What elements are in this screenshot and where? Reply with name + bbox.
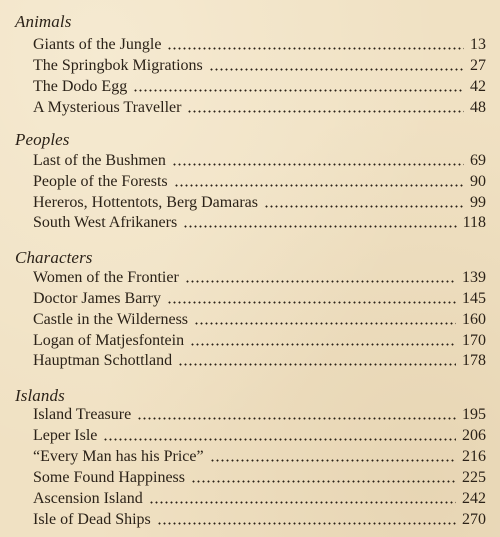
dot-leader: [167, 301, 456, 304]
section-title: Islands: [15, 386, 65, 405]
dot-leader: [137, 417, 456, 420]
entry-page-number: 178: [462, 352, 486, 369]
entry-title: Last of the Bushmen: [33, 152, 166, 169]
toc-entry[interactable]: [33, 97, 486, 118]
entry-page-number: 216: [462, 448, 486, 465]
entry-title: Hauptman Schottland: [33, 352, 173, 369]
dot-leader: [172, 163, 464, 166]
dot-leader: [185, 280, 456, 283]
dot-leader: [209, 68, 464, 71]
dot-leader: [183, 225, 456, 228]
entry-page-number: 170: [462, 332, 486, 349]
toc-entry[interactable]: [33, 425, 486, 446]
toc-entry[interactable]: [33, 150, 486, 171]
entry-page-number: 145: [462, 290, 486, 307]
entry-page-number: 27: [470, 57, 486, 74]
entry-page-number: 69: [470, 152, 486, 169]
entry-title: Doctor James Barry: [33, 290, 161, 307]
dot-leader: [264, 205, 464, 208]
entry-page-number: 206: [462, 427, 486, 444]
dot-leader: [167, 47, 464, 50]
entry-page-number: 42: [470, 78, 486, 95]
entry-page-number: 225: [462, 469, 486, 486]
toc-entry[interactable]: [33, 267, 486, 288]
dot-leader: [187, 110, 464, 113]
toc-entry[interactable]: [33, 404, 486, 425]
entry-title: Ascension Island: [33, 490, 143, 507]
dot-leader: [157, 522, 456, 525]
entry-title: Giants of the Jungle: [33, 36, 162, 53]
entry-title: People of the Forests: [33, 173, 168, 190]
entry-page-number: 99: [470, 194, 486, 211]
dot-leader: [174, 184, 464, 187]
entry-title: Isle of Dead Ships: [33, 511, 151, 528]
entry-title: “Every Man has his Price”: [33, 448, 204, 465]
entry-page-number: 118: [462, 214, 486, 231]
entry-title: The Springbok Migrations: [33, 57, 203, 74]
section-title: Peoples: [15, 130, 70, 149]
dot-leader: [178, 363, 456, 366]
entry-title: South West Afrikaners: [33, 214, 178, 231]
toc-entry[interactable]: [33, 171, 486, 192]
entry-title: The Dodo Egg: [33, 78, 128, 95]
dot-leader: [191, 480, 456, 483]
toc-entry[interactable]: [33, 192, 486, 213]
dot-leader: [149, 501, 456, 504]
toc-entry[interactable]: [33, 446, 486, 467]
toc-entry[interactable]: [33, 76, 486, 97]
entry-page-number: 139: [462, 269, 486, 286]
toc-entry[interactable]: [33, 55, 486, 76]
entry-title: A Mysterious Traveller: [33, 99, 182, 116]
toc-entry[interactable]: [33, 467, 486, 488]
entry-title: Logan of Matjesfontein: [33, 332, 185, 349]
section-title: Animals: [15, 12, 72, 31]
entry-title: Leper Isle: [33, 427, 98, 444]
dot-leader: [103, 438, 456, 441]
entry-title: Hereros, Hottentots, Berg Damaras: [33, 194, 258, 211]
section-title: Characters: [15, 248, 93, 267]
dot-leader: [190, 343, 456, 346]
toc-entry[interactable]: [33, 509, 486, 530]
entry-title: Women of the Frontier: [33, 269, 179, 286]
dot-leader: [194, 322, 456, 325]
toc-entry[interactable]: [33, 309, 486, 330]
entry-title: Some Found Happiness: [33, 469, 185, 486]
entry-page-number: 270: [462, 511, 486, 528]
entry-page-number: 160: [462, 311, 486, 328]
entry-page-number: 195: [462, 406, 486, 423]
toc-entry[interactable]: [33, 330, 486, 351]
toc-entry[interactable]: [33, 212, 486, 233]
entry-page-number: 242: [462, 490, 486, 507]
entry-page-number: 90: [470, 173, 486, 190]
entry-page-number: 13: [470, 36, 486, 53]
dot-leader: [133, 89, 464, 92]
entry-title: Island Treasure: [33, 406, 132, 423]
toc-entry[interactable]: [33, 288, 486, 309]
dot-leader: [210, 459, 456, 462]
toc-entry[interactable]: [33, 34, 486, 55]
entry-title: Castle in the Wilderness: [33, 311, 189, 328]
toc-entry[interactable]: [33, 488, 486, 509]
entry-page-number: 48: [470, 99, 486, 116]
toc-entry[interactable]: [33, 350, 486, 371]
